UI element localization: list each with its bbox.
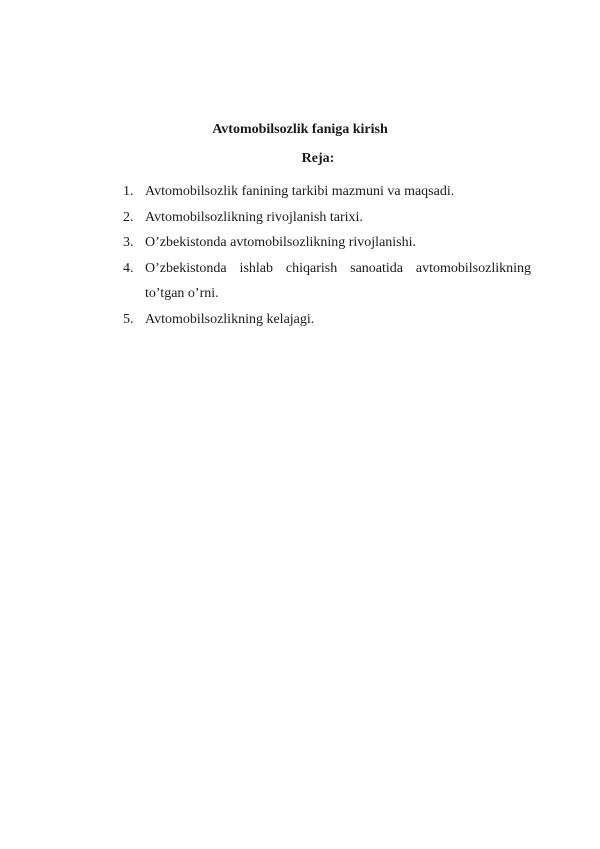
document-title: Avtomobilsozlik faniga kirish (212, 122, 388, 137)
list-item-number: 1. (123, 184, 134, 199)
list-item-number: 3. (123, 235, 134, 250)
list-item-text: O’zbekistonda avtomobilsozlikning rivojlanishi. (145, 235, 417, 250)
list-item (116, 205, 531, 231)
plan-list (116, 179, 531, 332)
list-item-text-line2: to’tgan o’rni. (145, 286, 219, 301)
list-item-number: 2. (123, 209, 134, 225)
list-item (116, 179, 531, 205)
list-item-text: Avtomobilsozlikning rivojlanish tarixi. (145, 209, 363, 225)
list-item-text-line1: O’zbekistonda ishlab chiqarish sanoatida avtomobilsozlikning (145, 260, 531, 276)
list-item-number: 5. (123, 311, 134, 327)
list-item-text: Avtomobilsozlikning kelajagi. (145, 311, 315, 327)
list-item-number: 4. (123, 260, 134, 276)
plan-heading: Reja: (301, 151, 335, 166)
list-item (116, 307, 531, 333)
list-item-text: Avtomobilsozlik fanining tarkibi mazmuni va maqsadi. (145, 184, 455, 199)
list-item (116, 230, 531, 256)
list-item (116, 256, 531, 307)
